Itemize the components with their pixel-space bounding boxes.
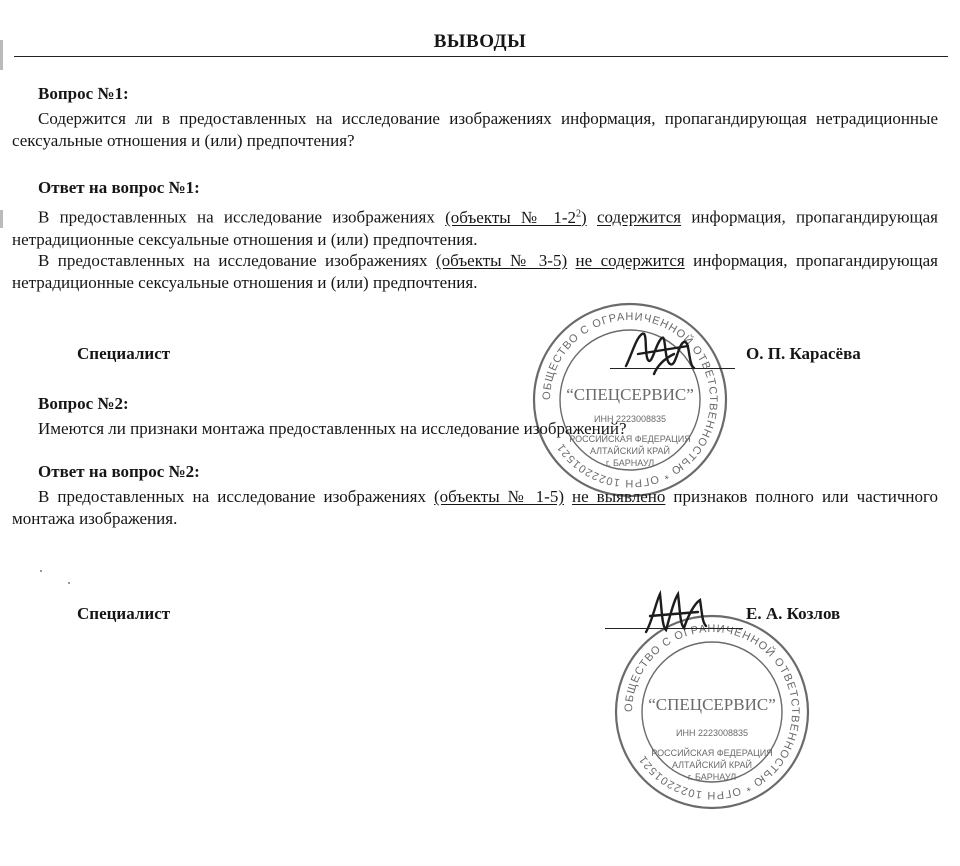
answer-1-p2-verdict: не содержится	[575, 251, 685, 270]
stamp-inn: ИНН 2223008835	[675, 728, 749, 738]
stamp-company-name: “СПЕЦСЕРВИС”	[566, 385, 694, 404]
company-stamp-2	[612, 612, 812, 812]
question-1-heading: Вопрос №1:	[38, 84, 129, 103]
answer-2-heading: Ответ на вопрос №2:	[38, 462, 200, 481]
answer-2-p1-pre: В предоставленных на исследование изображениях	[38, 487, 434, 506]
space	[564, 487, 572, 506]
objects-superscript: 2	[576, 208, 582, 219]
stamp-region: АЛТАЙСКИЙ КРАЙ	[671, 760, 753, 770]
signature-2-label: Специалист	[77, 604, 171, 623]
signature-2-handwriting	[640, 586, 720, 642]
stamp-country: РОССИЙСКАЯ ФЕДЕРАЦИЯ	[651, 748, 773, 758]
objects-ref: (объекты № 1-2	[445, 207, 577, 227]
scan-speck	[40, 570, 42, 572]
signature-1-label: Специалист	[77, 344, 171, 363]
space	[567, 251, 575, 270]
answer-2-p1-post: признаков полного или частичного монтажа изображения.	[12, 487, 939, 528]
scan-edge-mark	[0, 210, 3, 228]
answer-1-heading: Ответ на вопрос №1:	[38, 178, 200, 197]
page-title: ВЫВОДЫ	[433, 31, 527, 52]
title-underline	[14, 56, 948, 57]
answer-1-p1-verdict: содержится	[596, 207, 682, 227]
signature-2-name: Е. А. Козлов	[746, 604, 841, 623]
question-2-heading: Вопрос №2:	[38, 394, 129, 413]
stamp-region: АЛТАЙСКИЙ КРАЙ	[589, 446, 671, 456]
scan-speck	[68, 582, 70, 584]
signature-1-name: О. П. Карасёва	[746, 344, 861, 363]
stamp-company-name: “СПЕЦСЕРВИС”	[648, 695, 776, 714]
question-1-text: Содержится ли в предоставленных на исследование изображениях информация, пропагандирующая нетрадиционные сексуальные отношения и (или) предпочтения?	[12, 109, 938, 150]
stamp-ring-text: ОБЩЕСТВО С ОГРАНИЧЕННОЙ ОТВЕТСТВЕННОСТЬЮ * ОГРН 1022201521	[622, 622, 802, 802]
stamp-inn: ИНН 2223008835	[593, 414, 667, 424]
stamp-city: г. БАРНАУЛ	[687, 772, 737, 782]
stamp-country: РОССИЙСКАЯ ФЕДЕРАЦИЯ	[569, 434, 691, 444]
stamp-ring-text: ОБЩЕСТВО С ОГРАНИЧЕННОЙ ОТВЕТСТВЕННОСТЬЮ * ОГРН 1022201521	[540, 310, 720, 490]
answer-1-p2-pre: В предоставленных на исследование изображениях	[38, 251, 436, 270]
answer-1-p2-objects: (объекты № 3-5)	[435, 251, 568, 270]
answer-2-p1-verdict: не выявлено	[572, 487, 666, 506]
answer-2-paragraph-1	[12, 486, 938, 530]
answer-1-p1-pre: В предоставленных на исследование изображениях	[38, 207, 446, 227]
signature-1-handwriting	[618, 324, 708, 384]
question-2-text: Имеются ли признаки монтажа предоставленных на исследование изображений?	[38, 419, 627, 438]
objects-close: )	[581, 207, 587, 227]
answer-1-paragraph-1	[12, 203, 938, 251]
space	[587, 208, 597, 227]
stamp-city: г. БАРНАУЛ	[605, 458, 655, 468]
answer-2-p1-objects: (объекты № 1-5)	[434, 487, 564, 506]
answer-1-p1-objects	[445, 208, 587, 227]
answer-1-paragraph-2	[12, 250, 938, 294]
answer-1-p1-post: информация, пропагандирующая нетрадиционные сексуальные отношения и (или) предпочтения.	[12, 207, 938, 249]
answer-1-p2-post: информация, пропагандирующая нетрадиционные сексуальные отношения и (или) предпочтения.	[12, 251, 938, 292]
